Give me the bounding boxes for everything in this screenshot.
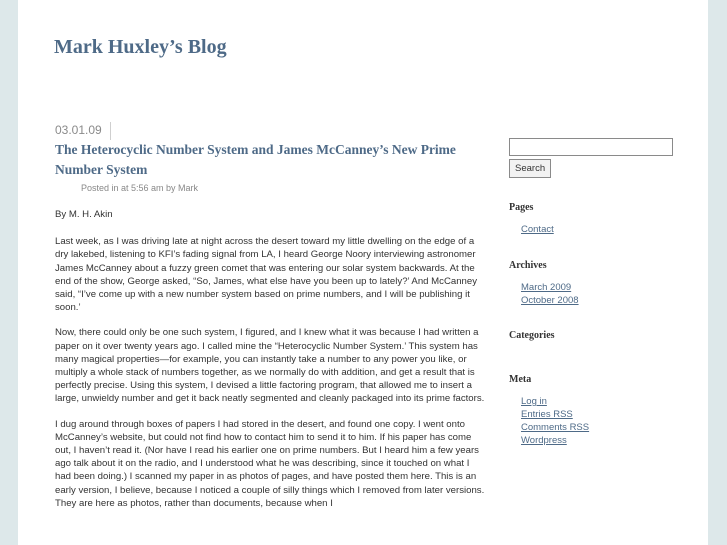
list-item (521, 421, 679, 434)
list-item (521, 434, 679, 447)
archives-list (509, 281, 679, 307)
categories-heading: Categories (509, 330, 555, 341)
categories-widget (509, 330, 679, 351)
meta-list (509, 395, 679, 447)
post-paragraph: Last week, as I was driving late at night across the desert toward my little dwelling on the edge of a dry lakebed, listening to KFI’s fading signal from LA, I heard George Noory interviewing astronomer James McCanney about a fuzzy green comet that was entering our solar system backwards. At the end of the show, George asked, “So, James, what else have you been up to lately?’ And McCanney said, “I’ve come up with a new number system based on prime numbers, and I will be publishing it soon.’ (55, 236, 478, 314)
pages-heading: Pages (509, 202, 534, 213)
sidebar (509, 138, 679, 446)
blog-title[interactable]: Mark Huxley’s Blog (54, 36, 227, 58)
post-meta: Posted in at 5:56 am by Mark (81, 183, 199, 193)
list-item (521, 281, 679, 294)
pages-widget (509, 202, 679, 236)
list-item (521, 395, 679, 408)
post-byline: By M. H. Akin (55, 209, 113, 220)
login-link[interactable]: Log in (521, 396, 547, 407)
post-content (55, 208, 485, 522)
post-paragraph: I dug around through boxes of papers I had stored in the desert, and found one copy. I went onto McCanney’s website, but could not find how to contact him to send it to him. If his paper has come out, I haven’t read it. (Nor have I read his earlier one on prime numbers. But I heard him a few years ago talk about it on the radio, and I understood what he was describing, since it touched on what I had been doing.) I scanned my paper in as photos of pages, and have posted them here. This is an early version, I believe, because I noticed a couple of silly things which I removed from later versions. They are here as photos, rather than documents, because when I (55, 418, 485, 509)
list-item (521, 223, 679, 236)
meta-heading: Meta (509, 374, 532, 385)
post-paragraph: Now, there could only be one such system, I figured, and I knew what it was because I had written a paper on it over twenty years ago. I called mine the “Heterocyclic Number System.’ This system has many magical properties—for example, you can instantly take a number to any power you like, or multiply a whole stack of numbers together, as we normally do with addition, and get a result that is perfectly precise. Using this system, I devised a little factoring program, that allowed me to insert a large, unwieldy number and get it back neatly segmented and cleanly packaged into its prime factors. (55, 327, 485, 405)
post-title[interactable]: The Heterocyclic Number System and James McCanney’s New Prime Number System (55, 142, 456, 177)
pages-list (509, 223, 679, 236)
archive-link[interactable]: March 2009 (521, 282, 572, 293)
page-container (18, 0, 708, 545)
archives-heading: Archives (509, 260, 547, 271)
list-item (521, 408, 679, 421)
archives-widget (509, 260, 679, 307)
archive-link[interactable]: October 2008 (521, 295, 579, 306)
search-input[interactable] (509, 138, 673, 156)
pages-link-contact[interactable]: Contact (521, 224, 554, 235)
post-date: 03.01.09 (55, 122, 111, 140)
entries-rss-link[interactable]: Entries RSS (521, 409, 573, 420)
comments-rss-link[interactable]: Comments RSS (521, 422, 590, 433)
wordpress-link[interactable]: Wordpress (521, 435, 567, 446)
list-item (521, 294, 679, 307)
search-button[interactable]: Search (509, 159, 551, 178)
meta-widget (509, 374, 679, 447)
